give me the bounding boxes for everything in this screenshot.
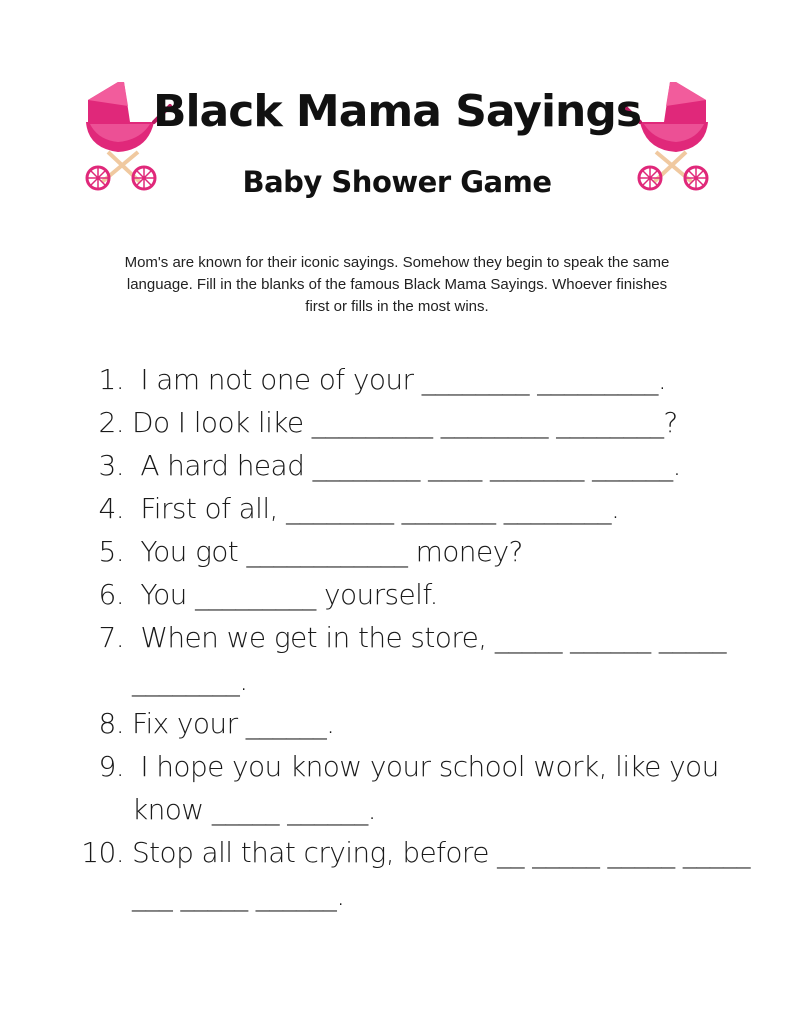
question-item [60,530,760,573]
question-text: You got ____________ money? [132,535,523,568]
question-number: 5. [98,535,124,568]
question-list [60,358,760,917]
question-text: Fix your ______. [132,707,335,740]
question-text: Do I look like _________ ________ ________? [132,406,678,439]
question-number: 2. [98,406,124,439]
question-item [60,831,760,917]
question-text: First of all, ________ _______ ________. [132,492,620,525]
question-item [60,444,760,487]
question-text: Stop all that crying, before __ _____ _____ _____ ___ _____ ______. [132,836,759,912]
question-item [60,616,760,702]
question-item [60,745,760,831]
question-text: A hard head ________ ____ _______ ______. [132,449,681,482]
question-text: I am not one of your ________ _________. [132,363,667,396]
question-item [60,358,760,401]
question-text: When we get in the store, _____ ______ _____ ________. [132,621,735,697]
question-number: 9. [98,750,124,783]
question-number: 6. [98,578,124,611]
question-item [60,573,760,616]
game-instructions: Mom's are known for their iconic sayings. Somehow they begin to speak the same language. Fill in the blanks of the famous Black Mama Sayings. Whoever finishes first or fills in the most wins. [124,254,670,315]
question-text: You _________ yourself. [132,578,438,611]
page-title: Black Mama Sayings [152,86,642,137]
question-item [60,401,760,444]
question-number: 10. [81,836,124,869]
question-item [60,487,760,530]
question-number: 8. [98,707,124,740]
question-number: 3. [98,449,124,482]
question-number: 1. [98,363,124,396]
question-number: 7. [98,621,124,654]
question-number: 4. [98,492,124,525]
question-text: I hope you know your school work, like you know _____ ______. [132,750,728,826]
page-subtitle: Baby Shower Game [242,165,552,199]
question-item [60,702,760,745]
